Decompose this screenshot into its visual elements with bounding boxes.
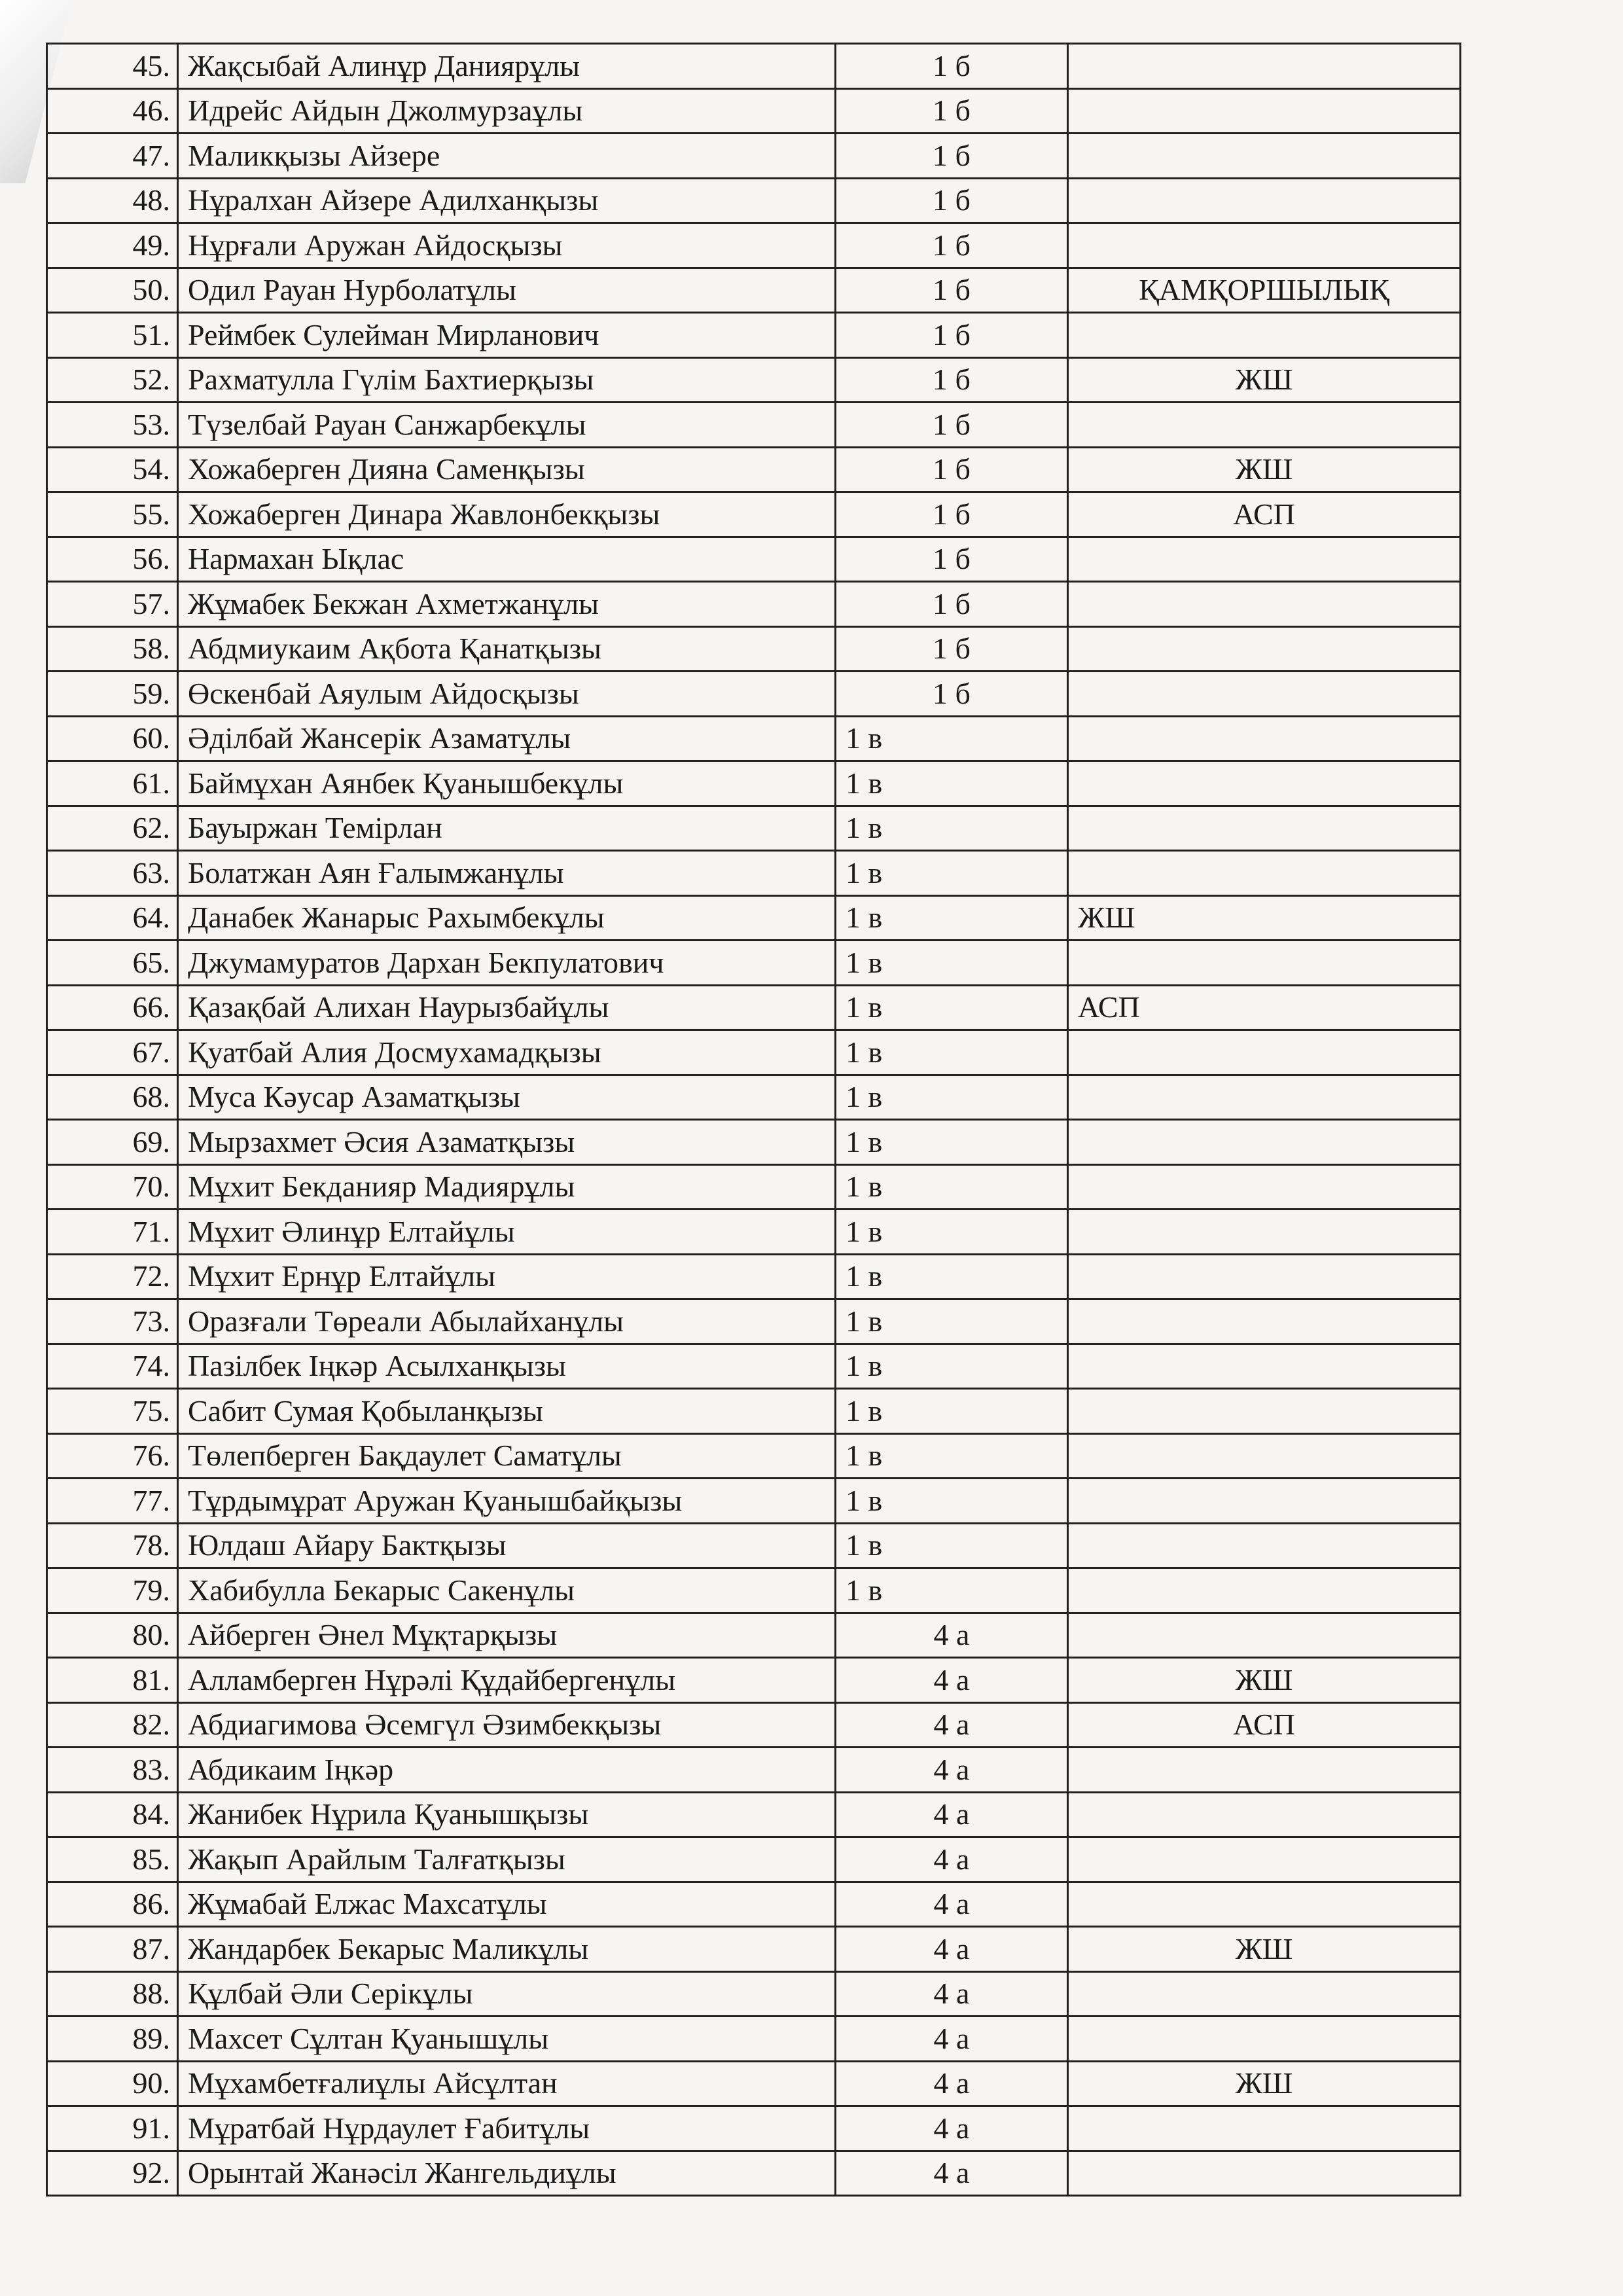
note-cell (1068, 1613, 1461, 1658)
student-name: Хожаберген Дияна Саменқызы (178, 447, 836, 492)
student-name: Мұхит Ернұр Елтайұлы (178, 1254, 836, 1299)
note-cell (1068, 44, 1461, 89)
student-name: Юлдаш Айару Бактқызы (178, 1523, 836, 1568)
note-cell (1068, 1748, 1461, 1793)
table-row (47, 1479, 1461, 1524)
student-name: Хожаберген Динара Жавлонбекқызы (178, 492, 836, 537)
note-cell (1068, 2106, 1461, 2151)
class-cell: 1 б (836, 582, 1068, 627)
student-name: Айберген Әнел Мұқтарқызы (178, 1613, 836, 1658)
row-number: 58. (47, 626, 178, 672)
table-row (47, 1702, 1461, 1748)
class-cell: 4 а (836, 2106, 1068, 2151)
table-row (47, 941, 1461, 986)
class-cell: 1 б (836, 537, 1068, 582)
note-cell (1068, 806, 1461, 851)
class-cell: 1 в (836, 1075, 1068, 1120)
row-number: 50. (47, 268, 178, 313)
table-row (47, 672, 1461, 717)
table-row (47, 1030, 1461, 1075)
note-cell: ЖШ (1068, 1658, 1461, 1703)
student-name: Хабибулла Бекарыс Сакенұлы (178, 1568, 836, 1613)
row-number: 65. (47, 941, 178, 986)
class-cell: 1 в (836, 1389, 1068, 1434)
table-row (47, 1075, 1461, 1120)
table-row (47, 626, 1461, 672)
student-name: Жұмабек Бекжан Ахметжанұлы (178, 582, 836, 627)
row-number: 67. (47, 1030, 178, 1075)
table-row (47, 2017, 1461, 2062)
table-row (47, 2106, 1461, 2151)
note-cell (1068, 1030, 1461, 1075)
class-cell: 1 б (836, 492, 1068, 537)
table-row (47, 178, 1461, 223)
table-row (47, 2061, 1461, 2106)
row-number: 53. (47, 403, 178, 448)
student-name: Баймұхан Аянбек Қуанышбекұлы (178, 761, 836, 806)
row-number: 81. (47, 1658, 178, 1703)
note-cell (1068, 1568, 1461, 1613)
class-cell: 4 а (836, 1702, 1068, 1748)
class-cell: 1 в (836, 1479, 1068, 1524)
row-number: 48. (47, 178, 178, 223)
student-name: Мырзахмет Әсия Азаматқызы (178, 1120, 836, 1165)
row-number: 92. (47, 2151, 178, 2196)
note-cell (1068, 1433, 1461, 1479)
student-name: Сабит Сумая Қобыланқызы (178, 1389, 836, 1434)
table-row (47, 357, 1461, 403)
row-number: 78. (47, 1523, 178, 1568)
table-row (47, 1344, 1461, 1389)
note-cell (1068, 672, 1461, 717)
class-cell: 4 а (836, 1927, 1068, 1972)
class-cell: 4 а (836, 1658, 1068, 1703)
table-row (47, 582, 1461, 627)
student-name: Жұмабай Елжас Махсатұлы (178, 1882, 836, 1927)
table-row (47, 1837, 1461, 1882)
class-cell: 1 в (836, 851, 1068, 896)
row-number: 45. (47, 44, 178, 89)
student-name: Алламберген Нұрәлі Құдайбергенұлы (178, 1658, 836, 1703)
note-cell (1068, 178, 1461, 223)
table-row (47, 2151, 1461, 2196)
student-name: Болатжан Аян Ғалымжанұлы (178, 851, 836, 896)
note-cell: АСП (1068, 985, 1461, 1030)
student-name: Нұрғали Аружан Айдосқызы (178, 223, 836, 268)
row-number: 73. (47, 1299, 178, 1344)
class-cell: 1 б (836, 357, 1068, 403)
class-cell: 1 в (836, 806, 1068, 851)
table-row (47, 1927, 1461, 1972)
note-cell: АСП (1068, 1702, 1461, 1748)
note-cell (1068, 1882, 1461, 1927)
student-name: Оразғали Төреали Абылайханұлы (178, 1299, 836, 1344)
student-name: Мұхамбетғалиұлы Айсұлтан (178, 2061, 836, 2106)
class-cell: 1 б (836, 313, 1068, 358)
roster-body (47, 44, 1461, 2196)
row-number: 60. (47, 716, 178, 761)
class-cell: 4 а (836, 1837, 1068, 1882)
table-row (47, 223, 1461, 268)
class-cell: 1 в (836, 1299, 1068, 1344)
note-cell (1068, 626, 1461, 672)
table-row (47, 492, 1461, 537)
student-name: Пазілбек Іңкәр Асылханқызы (178, 1344, 836, 1389)
note-cell (1068, 716, 1461, 761)
row-number: 75. (47, 1389, 178, 1434)
note-cell (1068, 134, 1461, 179)
note-cell (1068, 1299, 1461, 1344)
row-number: 88. (47, 1971, 178, 2017)
student-name: Бауыржан Темірлан (178, 806, 836, 851)
student-name: Қазақбай Алихан Наурызбайұлы (178, 985, 836, 1030)
class-cell: 4 а (836, 1613, 1068, 1658)
student-name: Мұхит Әлинұр Елтайұлы (178, 1210, 836, 1255)
note-cell (1068, 1792, 1461, 1837)
row-number: 74. (47, 1344, 178, 1389)
row-number: 89. (47, 2017, 178, 2062)
class-cell: 1 б (836, 268, 1068, 313)
student-name: Реймбек Сулейман Мирланович (178, 313, 836, 358)
student-name: Рахматулла Гүлім Бахтиерқызы (178, 357, 836, 403)
note-cell (1068, 582, 1461, 627)
row-number: 59. (47, 672, 178, 717)
row-number: 70. (47, 1164, 178, 1210)
row-number: 62. (47, 806, 178, 851)
table-row (47, 761, 1461, 806)
table-row (47, 1254, 1461, 1299)
class-cell: 4 а (836, 1882, 1068, 1927)
student-name: Мұхит Бекданияр Мадиярұлы (178, 1164, 836, 1210)
note-cell (1068, 1479, 1461, 1524)
class-cell: 4 а (836, 1971, 1068, 2017)
row-number: 56. (47, 537, 178, 582)
row-number: 55. (47, 492, 178, 537)
note-cell (1068, 851, 1461, 896)
table-row (47, 313, 1461, 358)
class-cell: 1 в (836, 985, 1068, 1030)
note-cell (1068, 313, 1461, 358)
note-cell (1068, 88, 1461, 134)
row-number: 47. (47, 134, 178, 179)
table-row (47, 1164, 1461, 1210)
student-name: Махсет Сұлтан Қуанышұлы (178, 2017, 836, 2062)
student-name: Құлбай Әли Серікұлы (178, 1971, 836, 2017)
table-row (47, 1120, 1461, 1165)
row-number: 72. (47, 1254, 178, 1299)
class-cell: 1 в (836, 1254, 1068, 1299)
note-cell: ЖШ (1068, 447, 1461, 492)
note-cell (1068, 1344, 1461, 1389)
class-cell: 1 в (836, 1030, 1068, 1075)
table-row (47, 1613, 1461, 1658)
class-cell: 1 б (836, 626, 1068, 672)
class-cell: 1 в (836, 1568, 1068, 1613)
note-cell (1068, 1120, 1461, 1165)
row-number: 46. (47, 88, 178, 134)
row-number: 51. (47, 313, 178, 358)
table-row (47, 1299, 1461, 1344)
note-cell (1068, 1389, 1461, 1434)
student-name: Идрейс Айдын Джолмурзаұлы (178, 88, 836, 134)
note-cell: ҚАМҚОРШЫЛЫҚ (1068, 268, 1461, 313)
note-cell: АСП (1068, 492, 1461, 537)
class-cell: 4 а (836, 1792, 1068, 1837)
class-cell: 1 в (836, 1433, 1068, 1479)
class-cell: 4 а (836, 2151, 1068, 2196)
class-cell: 1 в (836, 761, 1068, 806)
table-row (47, 1792, 1461, 1837)
student-name: Өскенбай Аяулым Айдосқызы (178, 672, 836, 717)
student-name: Джумамуратов Дархан Бекпулатович (178, 941, 836, 986)
student-name: Жанибек Нұрила Қуанышқызы (178, 1792, 836, 1837)
table-row (47, 895, 1461, 941)
row-number: 69. (47, 1120, 178, 1165)
note-cell: ЖШ (1068, 1927, 1461, 1972)
student-name: Абдиагимова Әсемгүл Әзимбекқызы (178, 1702, 836, 1748)
note-cell (1068, 1075, 1461, 1120)
row-number: 77. (47, 1479, 178, 1524)
class-cell: 1 б (836, 88, 1068, 134)
class-cell: 1 б (836, 223, 1068, 268)
row-number: 84. (47, 1792, 178, 1837)
student-name: Төлепберген Бақдаулет Саматұлы (178, 1433, 836, 1479)
table-row (47, 537, 1461, 582)
student-name: Абдмиукаим Ақбота Қанатқызы (178, 626, 836, 672)
table-row (47, 1433, 1461, 1479)
student-name: Қуатбай Алия Досмухамадқызы (178, 1030, 836, 1075)
note-cell (1068, 1837, 1461, 1882)
row-number: 85. (47, 1837, 178, 1882)
table-row (47, 851, 1461, 896)
student-name: Данабек Жанарыс Рахымбекұлы (178, 895, 836, 941)
class-cell: 1 б (836, 403, 1068, 448)
row-number: 63. (47, 851, 178, 896)
table-row (47, 403, 1461, 448)
student-name: Маликқызы Айзере (178, 134, 836, 179)
note-cell (1068, 761, 1461, 806)
table-row (47, 1389, 1461, 1434)
class-cell: 1 в (836, 1523, 1068, 1568)
row-number: 87. (47, 1927, 178, 1972)
student-name: Нармахан Ықлас (178, 537, 836, 582)
student-roster-table (46, 43, 1461, 2197)
row-number: 80. (47, 1613, 178, 1658)
note-cell (1068, 223, 1461, 268)
row-number: 71. (47, 1210, 178, 1255)
class-cell: 1 в (836, 895, 1068, 941)
note-cell: ЖШ (1068, 2061, 1461, 2106)
student-name: Муса Кәусар Азаматқызы (178, 1075, 836, 1120)
table-row (47, 268, 1461, 313)
table-row (47, 806, 1461, 851)
student-name: Жақып Арайлым Талғатқызы (178, 1837, 836, 1882)
row-number: 57. (47, 582, 178, 627)
class-cell: 4 а (836, 1748, 1068, 1793)
note-cell: ЖШ (1068, 895, 1461, 941)
class-cell: 4 а (836, 2061, 1068, 2106)
table-row (47, 1882, 1461, 1927)
class-cell: 1 б (836, 447, 1068, 492)
row-number: 64. (47, 895, 178, 941)
class-cell: 1 б (836, 672, 1068, 717)
table-row (47, 1210, 1461, 1255)
row-number: 52. (47, 357, 178, 403)
note-cell (1068, 1971, 1461, 2017)
row-number: 54. (47, 447, 178, 492)
student-name: Орынтай Жанәсіл Жангельдиұлы (178, 2151, 836, 2196)
class-cell: 1 б (836, 178, 1068, 223)
row-number: 76. (47, 1433, 178, 1479)
student-name: Жандарбек Бекарыс Маликұлы (178, 1927, 836, 1972)
class-cell: 1 б (836, 134, 1068, 179)
class-cell: 1 в (836, 1164, 1068, 1210)
table-row (47, 985, 1461, 1030)
student-name: Одил Рауан Нурболатұлы (178, 268, 836, 313)
student-name: Жақсыбай Алинұр Даниярұлы (178, 44, 836, 89)
row-number: 86. (47, 1882, 178, 1927)
table-row (47, 1971, 1461, 2017)
note-cell (1068, 941, 1461, 986)
class-cell: 1 в (836, 941, 1068, 986)
table-row (47, 1658, 1461, 1703)
student-name: Мұратбай Нұрдаулет Ғабитұлы (178, 2106, 836, 2151)
row-number: 91. (47, 2106, 178, 2151)
table-row (47, 88, 1461, 134)
table-row (47, 1748, 1461, 1793)
row-number: 90. (47, 2061, 178, 2106)
note-cell: ЖШ (1068, 357, 1461, 403)
table-row (47, 447, 1461, 492)
note-cell (1068, 537, 1461, 582)
table-row (47, 1523, 1461, 1568)
class-cell: 1 в (836, 1344, 1068, 1389)
note-cell (1068, 403, 1461, 448)
row-number: 66. (47, 985, 178, 1030)
note-cell (1068, 1210, 1461, 1255)
class-cell: 1 в (836, 716, 1068, 761)
note-cell (1068, 1523, 1461, 1568)
table-row (47, 44, 1461, 89)
note-cell (1068, 1254, 1461, 1299)
note-cell (1068, 2151, 1461, 2196)
table-row (47, 1568, 1461, 1613)
student-name: Нұралхан Айзере Адилханқызы (178, 178, 836, 223)
student-name: Тұрдымұрат Аружан Қуанышбайқызы (178, 1479, 836, 1524)
class-cell: 1 б (836, 44, 1068, 89)
row-number: 82. (47, 1702, 178, 1748)
table-row (47, 716, 1461, 761)
row-number: 68. (47, 1075, 178, 1120)
row-number: 61. (47, 761, 178, 806)
class-cell: 1 в (836, 1210, 1068, 1255)
class-cell: 1 в (836, 1120, 1068, 1165)
row-number: 79. (47, 1568, 178, 1613)
student-name: Әділбай Жансерік Азаматұлы (178, 716, 836, 761)
note-cell (1068, 1164, 1461, 1210)
student-name: Түзелбай Рауан Санжарбекұлы (178, 403, 836, 448)
note-cell (1068, 2017, 1461, 2062)
row-number: 49. (47, 223, 178, 268)
row-number: 83. (47, 1748, 178, 1793)
student-name: Абдикаим Іңкәр (178, 1748, 836, 1793)
table-row (47, 134, 1461, 179)
class-cell: 4 а (836, 2017, 1068, 2062)
